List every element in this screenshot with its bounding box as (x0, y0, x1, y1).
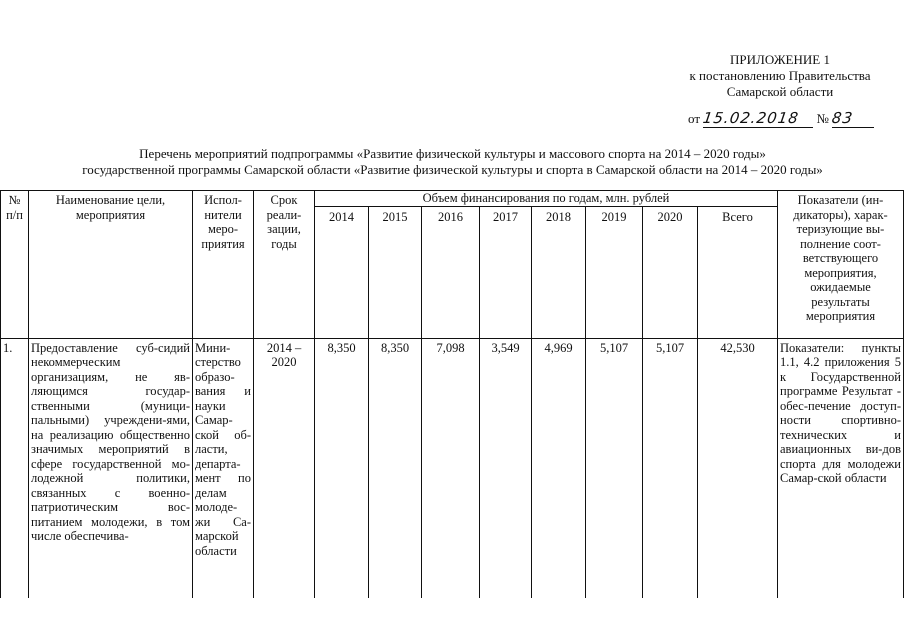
title-line-2: государственной программы Самарской области «Развитие физической культуры и спорта в Самарской области на 2014 – 2020 годы» (82, 162, 823, 177)
appendix-label: ПРИЛОЖЕНИЕ 1 (730, 52, 830, 67)
region-label: Самарской области (726, 84, 834, 99)
cell-indicators: Показатели: пункты 1.1, 4.2 приложения 5 к Государственной программе Результат - обес-печение доступ-ности спортивно-технических и авиационных ви-дов спорта для молодежи Самар-ской области (778, 338, 904, 598)
title-line-1: Перечень мероприятий подпрограммы «Развитие физической культуры и массового спорта на 2014 – 2020 годы» (139, 146, 766, 161)
cell-value: 8,350 (369, 338, 422, 598)
col-header-year: 2016 (422, 206, 480, 338)
region-line (660, 84, 900, 100)
cell-total: 42,530 (698, 338, 778, 598)
cell-value: 7,098 (422, 338, 480, 598)
cell-value: 3,549 (480, 338, 532, 598)
cell-value: 8,350 (315, 338, 369, 598)
col-header-year: 2018 (532, 206, 586, 338)
table-row (1, 338, 904, 598)
cell-value: 5,107 (643, 338, 698, 598)
cell-executors: Мини-стерство образо-вания и науки Самар-ской об-ласти, департа-мент по делам молоде-жи Са-марской области (193, 338, 254, 598)
col-header-total: Всего (698, 206, 778, 338)
col-header-num: № п/п (1, 191, 29, 339)
col-header-funding: Объем финансирования по годам, млн. рублей (315, 191, 778, 207)
col-header-year: 2019 (586, 206, 643, 338)
date-field (703, 110, 813, 128)
date-handwritten: 15.02.2018 (702, 109, 801, 127)
number-handwritten: 83 (830, 109, 855, 127)
col-header-indicators: Показатели (ин-дикаторы), харак-теризующие вы-полнение соот-ветствующего мероприятия, ожидаемые результаты мероприятия (778, 191, 904, 339)
date-number-line (688, 110, 888, 128)
cell-name: Предоставление суб-сидий некоммерческим организациям, не яв-ляющимся государ-ственными (муници-пальными) учреждени-ями, на реализацию общественно значимых мероприятий в сфере государственной мо-лодежной политики, связанных с военно-патриотическим вос-питанием молодежи, в том числе обеспечива- (29, 338, 193, 598)
col-header-year: 2017 (480, 206, 532, 338)
resolution-line (660, 68, 900, 84)
number-field (832, 110, 874, 128)
col-header-executors: Испол-нители меро-приятия (193, 191, 254, 339)
cell-value: 5,107 (586, 338, 643, 598)
col-header-name: Наименование цели, мероприятия (29, 191, 193, 339)
resolution-label: к постановлению Правительства (689, 68, 871, 83)
number-prefix: № (816, 111, 829, 126)
appendix-title (660, 52, 900, 68)
col-header-year: 2015 (369, 206, 422, 338)
date-prefix: от (688, 111, 701, 126)
col-header-term: Срок реали-зации, годы (254, 191, 315, 339)
cell-num: 1. (1, 338, 29, 598)
col-header-year: 2014 (315, 206, 369, 338)
col-header-year: 2020 (643, 206, 698, 338)
document-title (0, 146, 905, 178)
cell-value: 4,969 (532, 338, 586, 598)
measures-table (0, 190, 904, 598)
cell-term: 2014 – 2020 (254, 338, 315, 598)
